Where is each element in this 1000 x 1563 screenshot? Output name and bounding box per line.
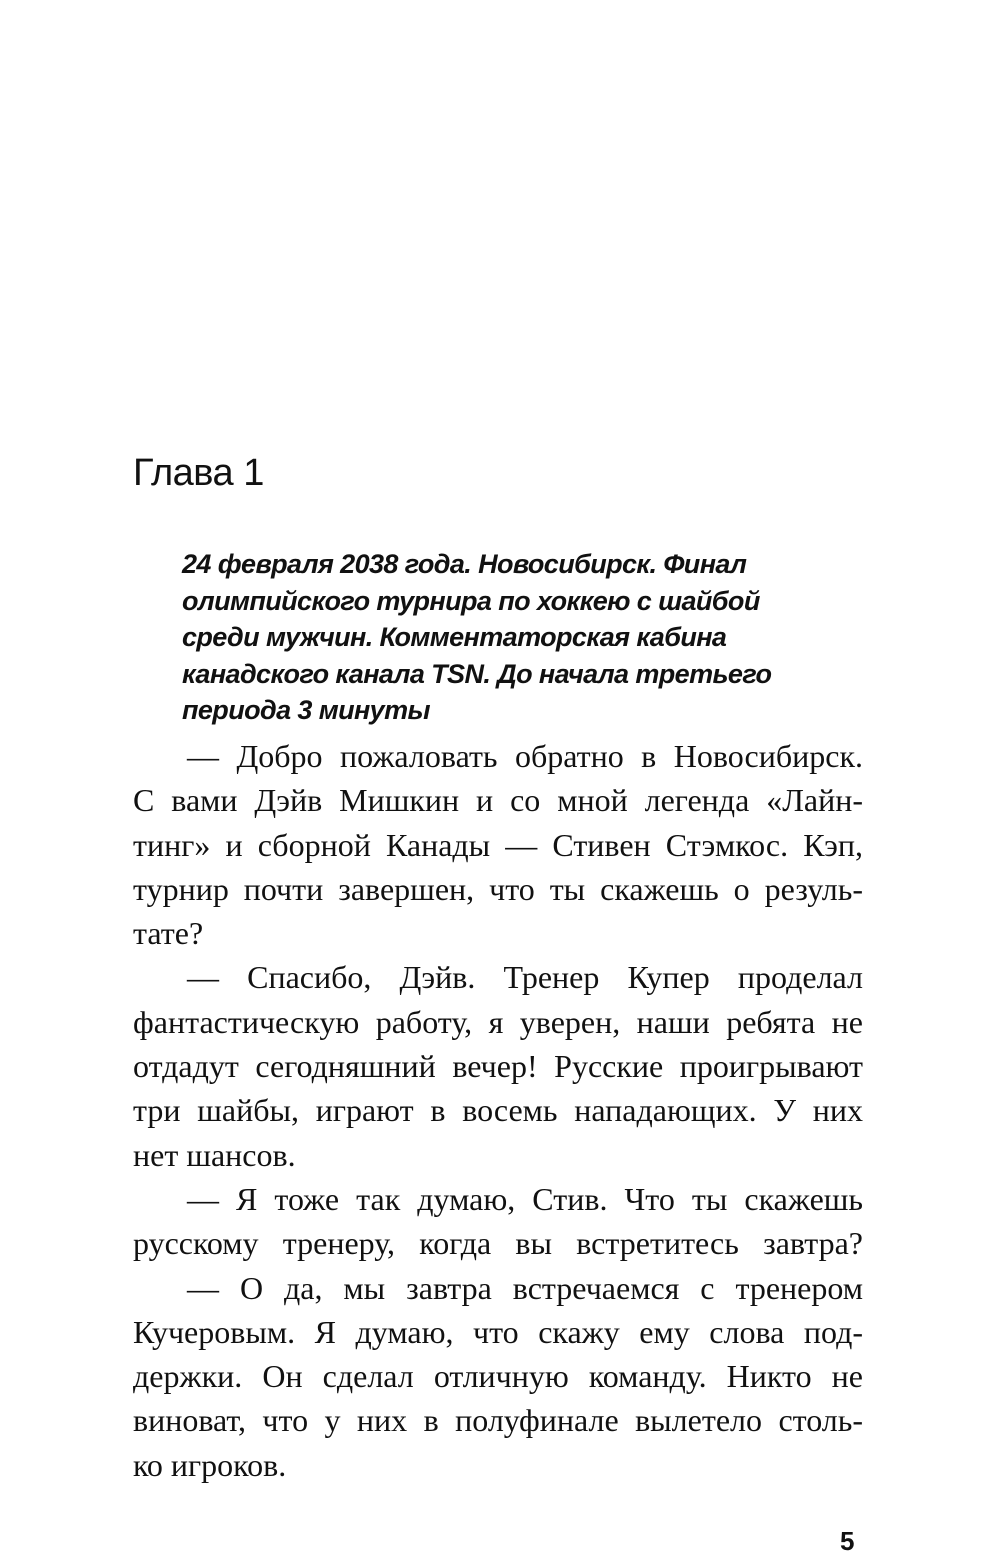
body-line: тате? [133, 915, 204, 952]
body-line: турнир почти завершен, что ты скажешь о резуль- [133, 870, 863, 907]
epigraph [182, 546, 882, 729]
epigraph-line: периода 3 минуты [182, 695, 430, 725]
body-line: нет шансов. [133, 1136, 296, 1173]
epigraph-line: среди мужчин. Комментаторская кабина [182, 622, 727, 652]
body-line: виноват, что у них в полуфинале вылетело столь- [133, 1402, 863, 1439]
body-line: отдадут сегодняшний вечер! Русские проигрывают [133, 1048, 863, 1085]
body-line: тинг» и сборной Канады — Стивен Стэмкос. Кэп, [133, 826, 863, 863]
body-line: Кучеровым. Я думаю, что скажу ему слова под- [133, 1313, 863, 1350]
body-text [133, 734, 863, 1487]
epigraph-line: олимпийского турнира по хоккею с шайбой [182, 585, 760, 616]
epigraph-line: 24 февраля 2038 года. Новосибирск. Финал [182, 549, 747, 579]
body-line: — Спасибо, Дэйв. Тренер Купер проделал [187, 959, 863, 996]
body-line: ко игроков. [133, 1446, 287, 1483]
epigraph-line: канадского канала TSN. До начала третьего [182, 658, 772, 689]
body-line: держки. Он сделал отличную команду. Никто не [133, 1358, 863, 1395]
page-number: 5 [840, 1526, 855, 1556]
body-line: фантастическую работу, я уверен, наши ребята не [133, 1003, 863, 1040]
body-line: — Добро пожаловать обратно в Новосибирск. [187, 738, 863, 774]
body-line: С вами Дэйв Мишкин и со мной легенда «Лайн- [133, 782, 863, 819]
body-line: три шайбы, играют в восемь нападающих. У них [133, 1092, 863, 1129]
chapter-title: Глава 1 [133, 452, 264, 494]
body-line: — Я тоже так думаю, Стив. Что ты скажешь [187, 1180, 863, 1217]
body-line: — О да, мы завтра встречаемся с тренером [187, 1269, 863, 1306]
body-line: русскому тренеру, когда вы встретитесь завтра? [133, 1225, 863, 1262]
